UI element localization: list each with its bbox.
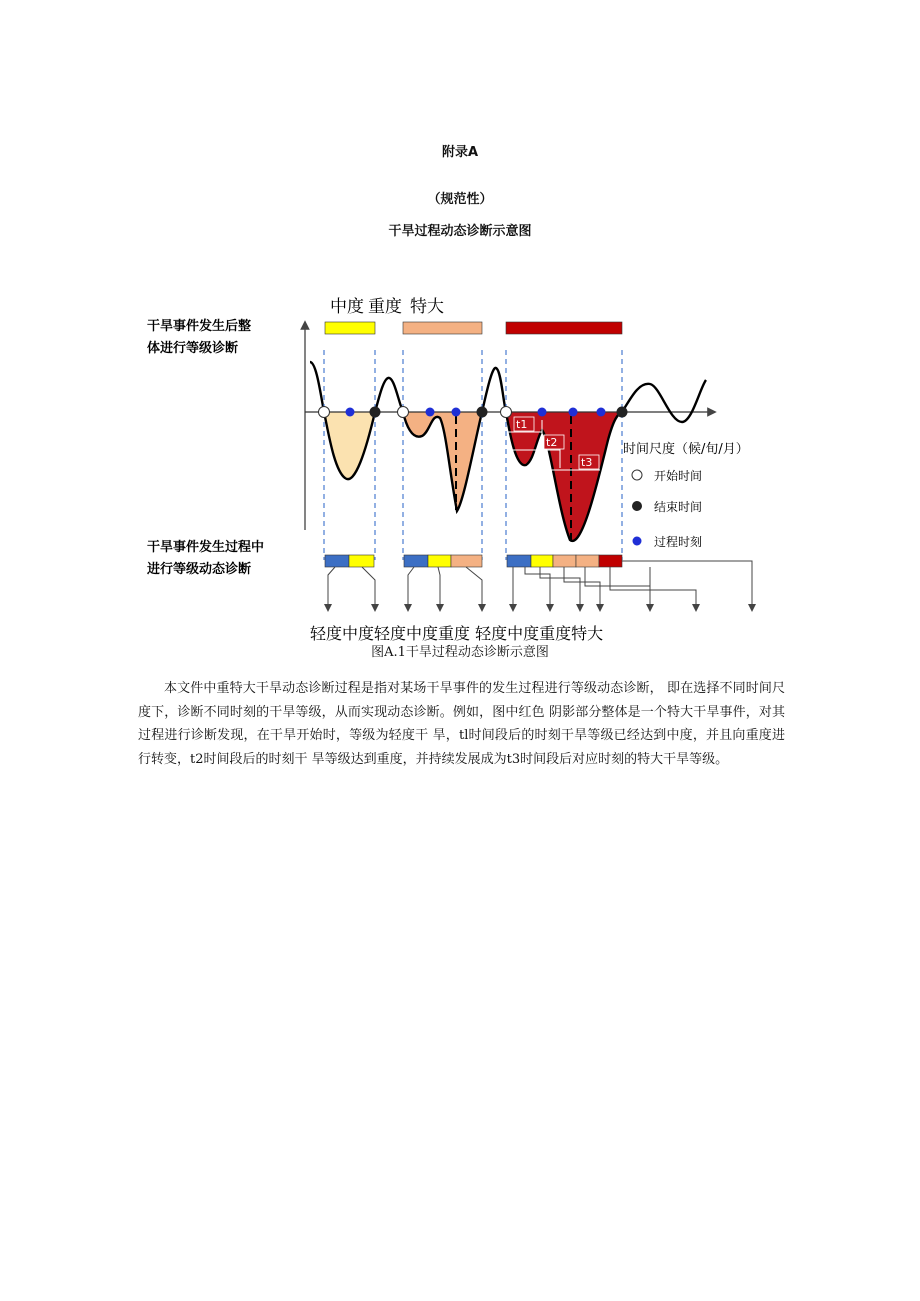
body-paragraph: 本文件中重特大干旱动态诊断过程是指对某场干旱事件的发生过程进行等级动态诊断， 即在选择不同时间尺度下，诊断不同时刻的干旱等级，从而实现动态诊断。例如，图中红色 阴影部分整体是一个特大干旱事件，对其过程进行诊断发现，在干旱开始时，等级为轻度干 旱，tl时间段后的时刻干旱等级已经达到中度，并且向重度进行转变，t2时间段后的时刻干 旱等级达到重度，并持续发展成为t3时间段后对应时刻的特大干旱等级。 <box>138 681 785 767</box>
axis-label: 时间尺度（候/旬/月） <box>623 442 749 457</box>
overall-bar-extreme <box>506 322 622 334</box>
figure-caption: 图A.1干旱过程动态诊断示意图 <box>371 645 549 660</box>
process-label-line2: 进行等级动态诊断 <box>147 562 252 577</box>
overall-label-line1: 干旱事件发生后整 <box>147 319 252 334</box>
overall-bar-moderate <box>325 322 375 334</box>
period-t1: t1 <box>516 418 528 431</box>
appendix-title: 附录A <box>441 145 479 160</box>
legend-process: 过程时刻 <box>654 535 703 549</box>
process-arrows <box>328 561 752 608</box>
top-level-extreme: 特大 <box>410 297 444 317</box>
normative-label: （规范性） <box>427 192 493 207</box>
overall-bar-severe <box>403 322 482 334</box>
drought-process-diagram <box>130 290 810 660</box>
legend-end-marker <box>632 501 642 511</box>
overall-label-line2: 体进行等级诊断 <box>147 341 239 356</box>
legend-end: 结束时间 <box>654 500 703 514</box>
process-bars <box>325 555 622 567</box>
period-t2: t2 <box>546 436 558 449</box>
legend-start: 开始时间 <box>654 469 703 483</box>
top-level-moderate: 中度 <box>330 297 364 317</box>
diagram-title: 干旱过程动态诊断示意图 <box>388 224 532 239</box>
legend-process-marker <box>633 537 642 546</box>
process-label-line1: 干旱事件发生过程中 <box>147 540 265 555</box>
bottom-level-labels: 轻度中度轻度中度重度 轻度中度重度特大 <box>310 624 604 643</box>
legend-start-marker <box>632 470 642 480</box>
top-level-severe: 重度 <box>368 297 402 317</box>
period-t3: t3 <box>581 456 593 469</box>
